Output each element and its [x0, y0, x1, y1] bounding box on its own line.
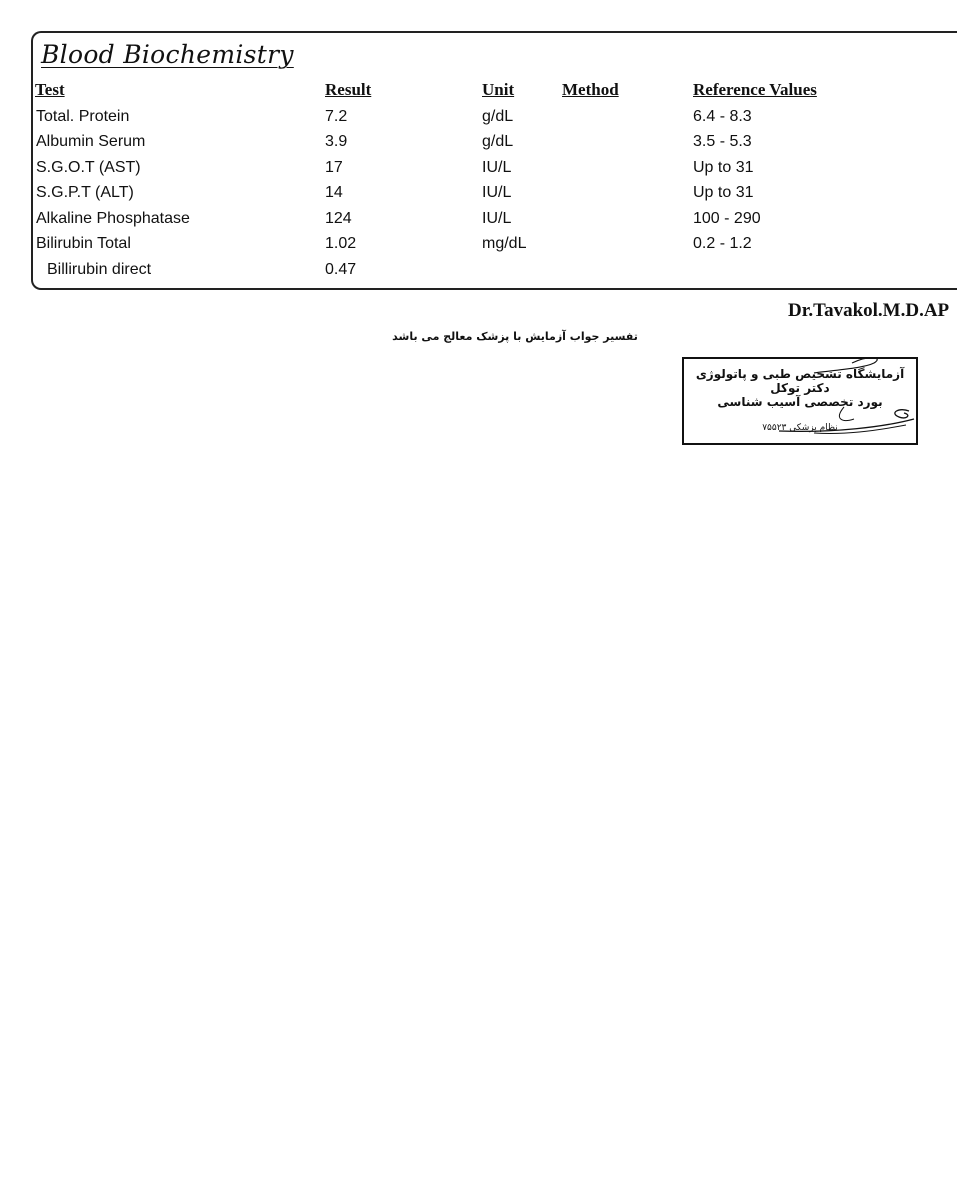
lab-stamp [682, 357, 918, 445]
row-1-test: Total. Protein [36, 108, 130, 125]
row-1-result: 7.2 [325, 108, 348, 125]
row-2-test: Albumin Serum [36, 133, 146, 150]
row-5-result: 124 [325, 210, 352, 227]
row-4-test: S.G.P.T (ALT) [36, 184, 134, 201]
stamp-lab-name: آزمایشگاه تشخیص طبی و پاتولوژی دکتر توکل [695, 367, 905, 395]
stamp-license: نظام پزشکی ۷۵۵۲۳ [762, 423, 838, 433]
row-6-reference: 0.2 - 1.2 [693, 235, 752, 252]
doctor-name: Dr.Tavakol.M.D.AP [788, 300, 950, 321]
row-6-unit: mg/dL [482, 235, 527, 252]
row-4-unit: IU/L [482, 184, 512, 201]
row-4-result: 14 [325, 184, 343, 201]
header-reference: Reference Values [693, 80, 817, 99]
row-5-reference: 100 - 290 [693, 210, 761, 227]
row-1-reference: 6.4 - 8.3 [693, 108, 752, 125]
row-6-test: Bilirubin Total [36, 235, 131, 252]
row-6-result: 1.02 [325, 235, 357, 252]
row-4-reference: Up to 31 [693, 184, 754, 201]
row-7-result: 0.47 [325, 261, 357, 278]
row-3-unit: IU/L [482, 159, 512, 176]
row-3-reference: Up to 31 [693, 159, 754, 176]
row-5-test: Alkaline Phosphatase [36, 210, 190, 227]
header-unit: Unit [482, 80, 515, 99]
row-1-unit: g/dL [482, 108, 514, 125]
row-2-result: 3.9 [325, 133, 348, 150]
report-title: Blood Biochemistry [41, 40, 294, 69]
stamp-board-title: بورد تخصصی آسیب شناسی [717, 395, 883, 409]
header-method: Method [562, 80, 619, 99]
header-result: Result [325, 80, 372, 99]
row-7-test: Billirubin direct [47, 261, 152, 278]
row-3-result: 17 [325, 159, 343, 176]
row-5-unit: IU/L [482, 210, 512, 227]
row-2-unit: g/dL [482, 133, 514, 150]
header-test: Test [35, 80, 65, 99]
row-3-test: S.G.O.T (AST) [36, 159, 141, 176]
interpretation-note: تفسیر جواب آزمایش با پزشک معالج می باشد [392, 330, 638, 343]
signature-icon [684, 349, 920, 447]
row-2-reference: 3.5 - 5.3 [693, 133, 752, 150]
